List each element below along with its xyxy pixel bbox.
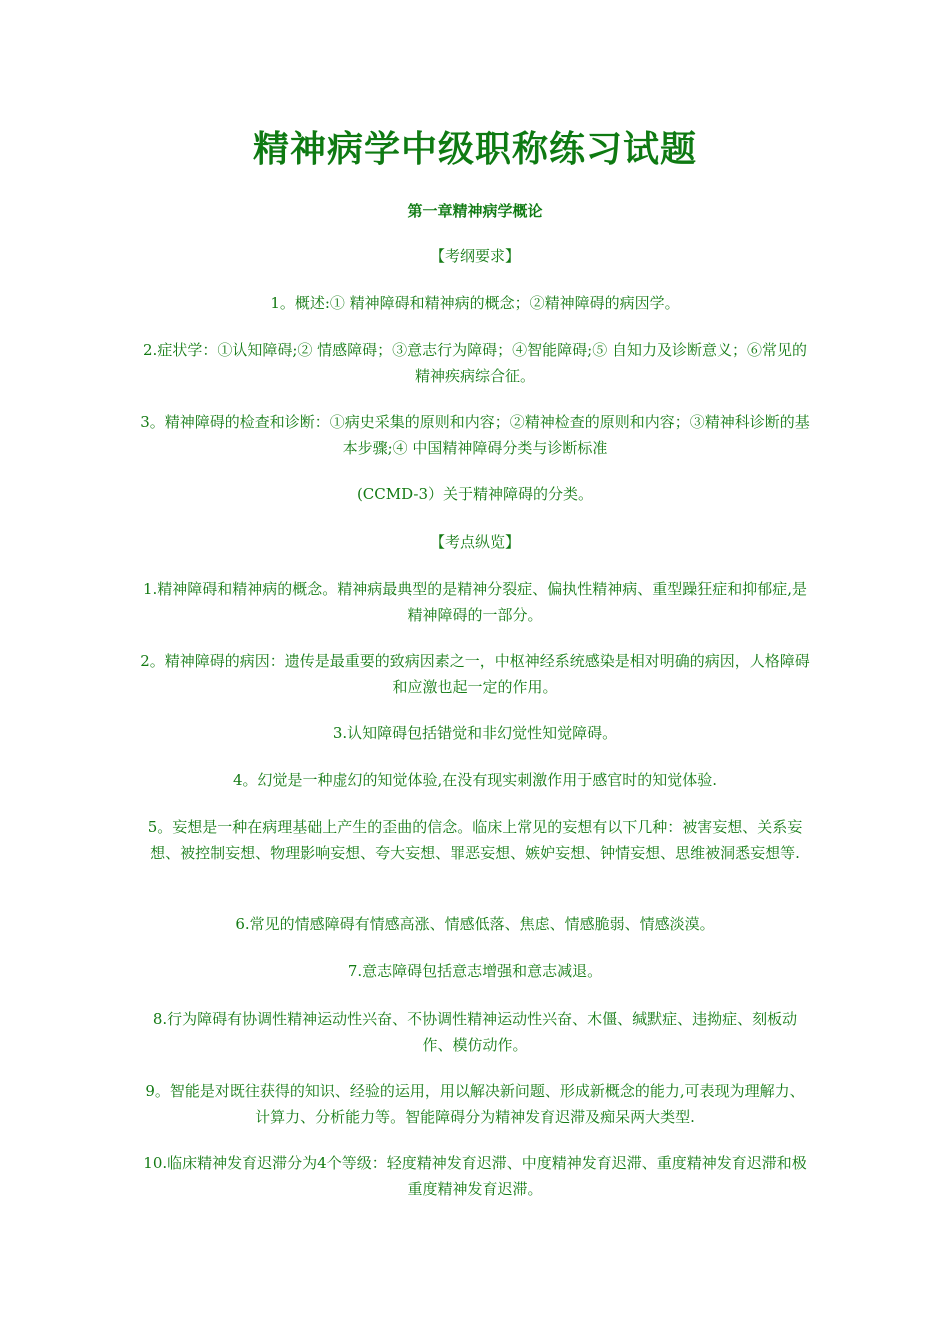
- section-heading-syllabus: 【考纲要求】: [429, 247, 520, 265]
- overview-item-8: 8.行为障碍有协调性精神运动性兴奋、不协调性精神运动性兴奋、木僵、缄默症、违拗症、刻板动作、模仿动作。: [152, 1010, 798, 1054]
- overview-item-6: 6.常见的情感障碍有情感高涨、情感低落、焦虑、情感脆弱、情感淡漠。: [235, 915, 715, 933]
- syllabus-item-1: 1。概述:① 精神障碍和精神病的概念；②精神障碍的病因学。: [270, 294, 680, 312]
- overview-item-2: 2。精神障碍的病因：遗传是最重要的致病因素之一，中枢神经系统感染是相对明确的病因，人格障碍和应激也起一定的作用。: [140, 652, 810, 696]
- syllabus-item-3-continued: (CCMD-3）关于精神障碍的分类。: [356, 485, 594, 503]
- syllabus-item-2: 2.症状学：①认知障碍;② 情感障碍；③意志行为障碍；④智能障碍;⑤ 自知力及诊断意义；⑥常见的精神疾病综合征。: [143, 341, 807, 385]
- overview-item-1: 1.精神障碍和精神病的概念。精神病最典型的是精神分裂症、偏执性精神病、重型躁狂症和抑郁症,是精神障碍的一部分。: [142, 580, 808, 624]
- overview-item-5: 5。妄想是一种在病理基础上产生的歪曲的信念。临床上常见的妄想有以下几种：被害妄想、关系妄想、被控制妄想、物理影响妄想、夸大妄想、罪恶妄想、嫉妒妄想、钟情妄想、思维被洞悉妄想等.: [147, 818, 803, 862]
- overview-item-10: 10.临床精神发育迟滞分为4个等级：轻度精神发育迟滞、中度精神发育迟滞、重度精神发育迟滞和极重度精神发育迟滞。: [143, 1154, 807, 1198]
- syllabus-item-3: 3。精神障碍的检查和诊断：①病史采集的原则和内容；②精神检查的原则和内容；③精神科诊断的基本步骤;④ 中国精神障碍分类与诊断标准: [140, 413, 810, 457]
- document-title: 精神病学中级职称练习试题: [252, 129, 697, 170]
- overview-item-3: 3.认知障碍包括错觉和非幻觉性知觉障碍。: [332, 724, 618, 742]
- overview-item-4: 4。幻觉是一种虚幻的知觉体验,在没有现实刺激作用于感官时的知觉体验.: [232, 771, 718, 789]
- chapter-heading: 第一章精神病学概论: [407, 202, 543, 220]
- overview-item-7: 7.意志障碍包括意志增强和意志减退。: [347, 962, 603, 980]
- overview-item-9: 9。智能是对既往获得的知识、经验的运用，用以解决新问题、形成新概念的能力,可表现为理解力、计算力、分析能力等。智能障碍分为精神发育迟滞及痴呆两大类型.: [145, 1082, 805, 1126]
- section-heading-overview: 【考点纵览】: [429, 533, 520, 551]
